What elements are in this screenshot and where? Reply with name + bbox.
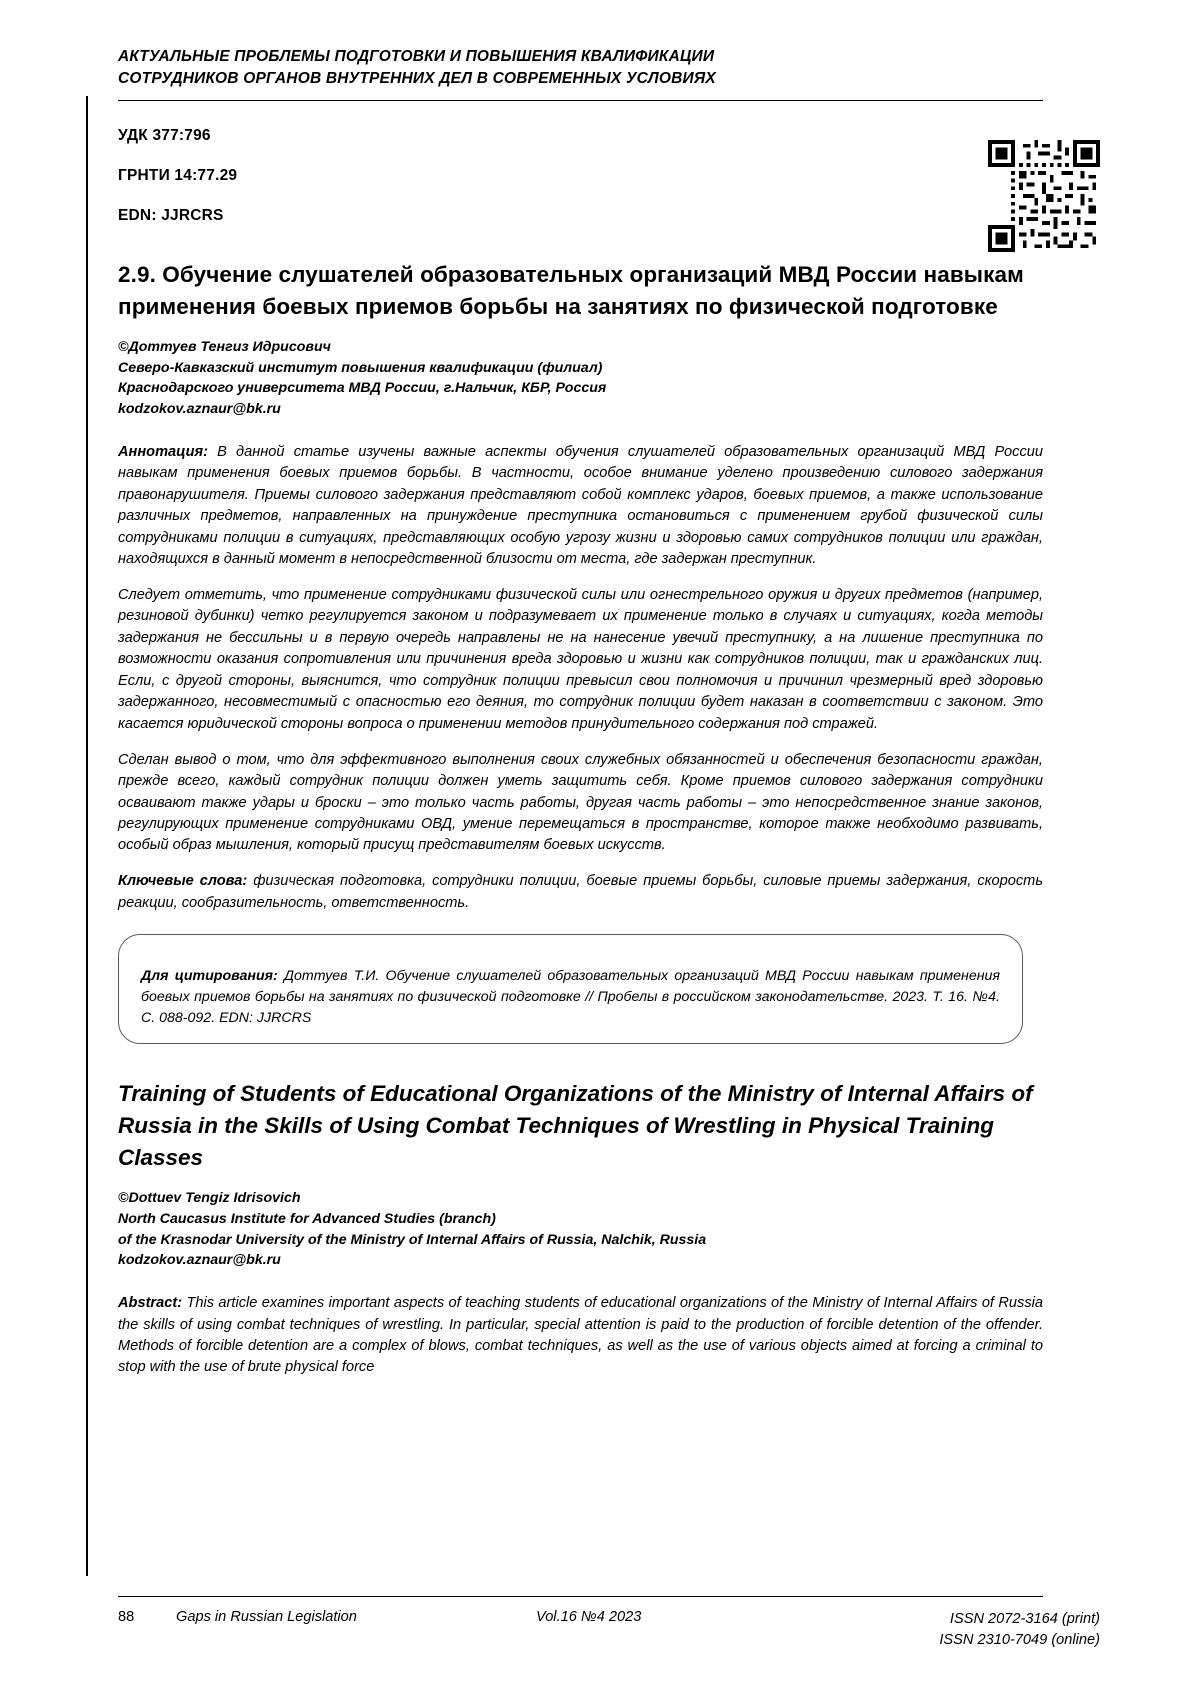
citation-paragraph — [141, 966, 1000, 1030]
journal-name: Gaps in Russian Legislation — [176, 1608, 357, 1625]
issn-block — [786, 1609, 1100, 1651]
footer-row — [100, 1609, 1100, 1651]
udk-code: УДК 377:796 — [118, 127, 211, 144]
affiliation-en-line2: of the Krasnodar University of the Ministry of Internal Affairs of Russia, Nalchik, Russia — [118, 1231, 707, 1248]
left-margin-rule — [86, 96, 88, 1576]
affiliation-ru-line2: Краснодарского университета МВД России, г.Нальчик, КБР, Россия — [118, 380, 607, 397]
citation-label: Для цитирования: — [141, 967, 278, 984]
abstract-en — [100, 1293, 1043, 1379]
page-number: 88 — [118, 1608, 135, 1625]
article-title-ru: 2.9. Обучение слушателей образовательных организаций МВД России навыкам применения боевых приемов борьбы на занятиях по физической подготовке — [118, 262, 1024, 319]
running-head — [100, 46, 1100, 90]
abstract-label-ru: Аннотация: — [118, 443, 208, 460]
affiliation-en-line1: North Caucasus Institute for Advanced Studies (branch) — [118, 1210, 496, 1227]
keywords-ru — [118, 871, 1043, 914]
running-head-line2: СОТРУДНИКОВ ОРГАНОВ ВНУТРЕННИХ ДЕЛ В СОВРЕМЕННЫХ УСЛОВИЯХ — [118, 70, 716, 87]
author-email-en: kodzokov.aznaur@bk.ru — [118, 1252, 281, 1269]
abstract-en-paragraph — [118, 1293, 1043, 1379]
abstract-text-en: This article examines important aspects of teaching students of educational organizations of the Ministry of Internal Affairs of Russia the skills of using combat techniques of wrestling. In particular, special attention is paid to the production of forcible detention of the offender. Methods of forcible detention are a complex of blows, combat techniques, as well as the use of various objects aimed at forcing a criminal to stop with the use of brute physical force — [118, 1295, 1043, 1376]
citation-box — [118, 934, 1023, 1044]
issn-online: ISSN 2310-7049 (online) — [939, 1631, 1100, 1648]
keywords-text-ru: физическая подготовка, сотрудники полиции, боевые приемы борьбы, силовые приемы задержания, скорость реакции, сообразительность, ответственность. — [118, 873, 1043, 911]
grnti-code: ГРНТИ 14:77.29 — [118, 167, 238, 184]
author-name-en: ©Dottuev Tengiz Idrisovich — [118, 1190, 301, 1207]
article-title-en: Training of Students of Educational Organizations of the Ministry of Internal Affairs of Russia in the Skills of Using Combat Techniques of Wrestling in Physical Training Classes — [118, 1081, 1033, 1171]
abstract-paragraph-3: Сделан вывод о том, что для эффективного выполнения своих служебных обязанностей и обеспечения безопасности граждан, прежде всего, каждый сотрудник полиции должен уметь защитить себя. Кроме приемов силового задержания сотрудники осваивают также удары и броски – это только часть работы, другая часть работы – это непосредственное знание законов, регулирующих применение сотрудниками ОВД, умение перемещаться в пространстве, которое также необходимо развивать, особый образ мышления, который присущ представителям боевых искусств. — [118, 751, 1043, 854]
abstract-label-en: Abstract: — [118, 1295, 183, 1312]
abstract-text-1: В данной статье изучены важные аспекты обучения слушателей образовательных организаций МВД России навыкам применения боевых приемов борьбы. В частности, особое внимание уделено произведению силового задержания правонарушителя. Приемы силового задержания представляют собой комплекс ударов, боевых приемов, а также использование различных предметов, направленных на принуждение преступника остановиться с применением грубой физической силы сотрудниками полиции в ситуациях, представляющих особую угрозу жизни и здоровью самих сотрудников полиции или граждан, находящихся в данный момент в непосредственной близости от места, где задержан преступник. — [118, 443, 1043, 567]
abstract-ru — [100, 442, 1043, 915]
volume-issue: Vol.16 №4 2023 — [536, 1608, 642, 1625]
abstract-paragraph-2: Следует отметить, что применение сотрудниками физической силы или огнестрельного оружия и других предметов (например, резиновой дубинки) четко регулируется законом и подразумевает их применение только в случаях и ситуациях, когда методы задержания не бессильны и в первую очередь направлены не на нанесение увечий преступнику, а на лишение преступника по возможности оказания сопротивления или причинения вреда здоровью и жизни как сотрудников полиции, так и гражданских лиц. Если, с другой стороны, выяснится, что сотрудник полиции превысил свои полномочия и причинил чрезмерный вред здоровью задержанного, несовместимый с опасностью его деяния, то сотрудник полиции будет наказан в соответствии с законом. Это касается юридической стороны вопроса о применении методов принудительного содержания под стражей. — [118, 587, 1043, 732]
author-block-en — [100, 1188, 1100, 1271]
affiliation-ru-line1: Северо-Кавказский институт повышения квалификации (филиал) — [118, 359, 603, 376]
page-footer — [100, 1596, 1100, 1651]
keywords-label-ru: Ключевые слова: — [118, 873, 248, 890]
footer-divider — [118, 1596, 1043, 1597]
abstract-paragraph-1 — [118, 442, 1043, 571]
author-block-ru — [100, 337, 1100, 420]
edn-code: EDN: JJRCRS — [118, 207, 224, 224]
author-name-ru: ©Доттуев Тенгиз Идрисович — [118, 338, 331, 355]
metadata-block — [100, 127, 1100, 225]
citation-text: Доттуев Т.И. Обучение слушателей образовательных организаций МВД России навыкам применения боевых приемов борьбы на занятиях по физической подготовке // Пробелы в российском законодательстве. 2023. Т. 16. №4. С. 088-092. EDN: JJRCRS — [141, 967, 1001, 1027]
issn-print: ISSN 2072-3164 (print) — [949, 1610, 1100, 1627]
running-head-line1: АКТУАЛЬНЫЕ ПРОБЛЕМЫ ПОДГОТОВКИ И ПОВЫШЕНИЯ КВАЛИФИКАЦИИ — [118, 48, 715, 65]
author-email-ru: kodzokov.aznaur@bk.ru — [118, 401, 281, 418]
header-divider — [118, 100, 1043, 101]
qr-code-icon — [988, 140, 1100, 252]
